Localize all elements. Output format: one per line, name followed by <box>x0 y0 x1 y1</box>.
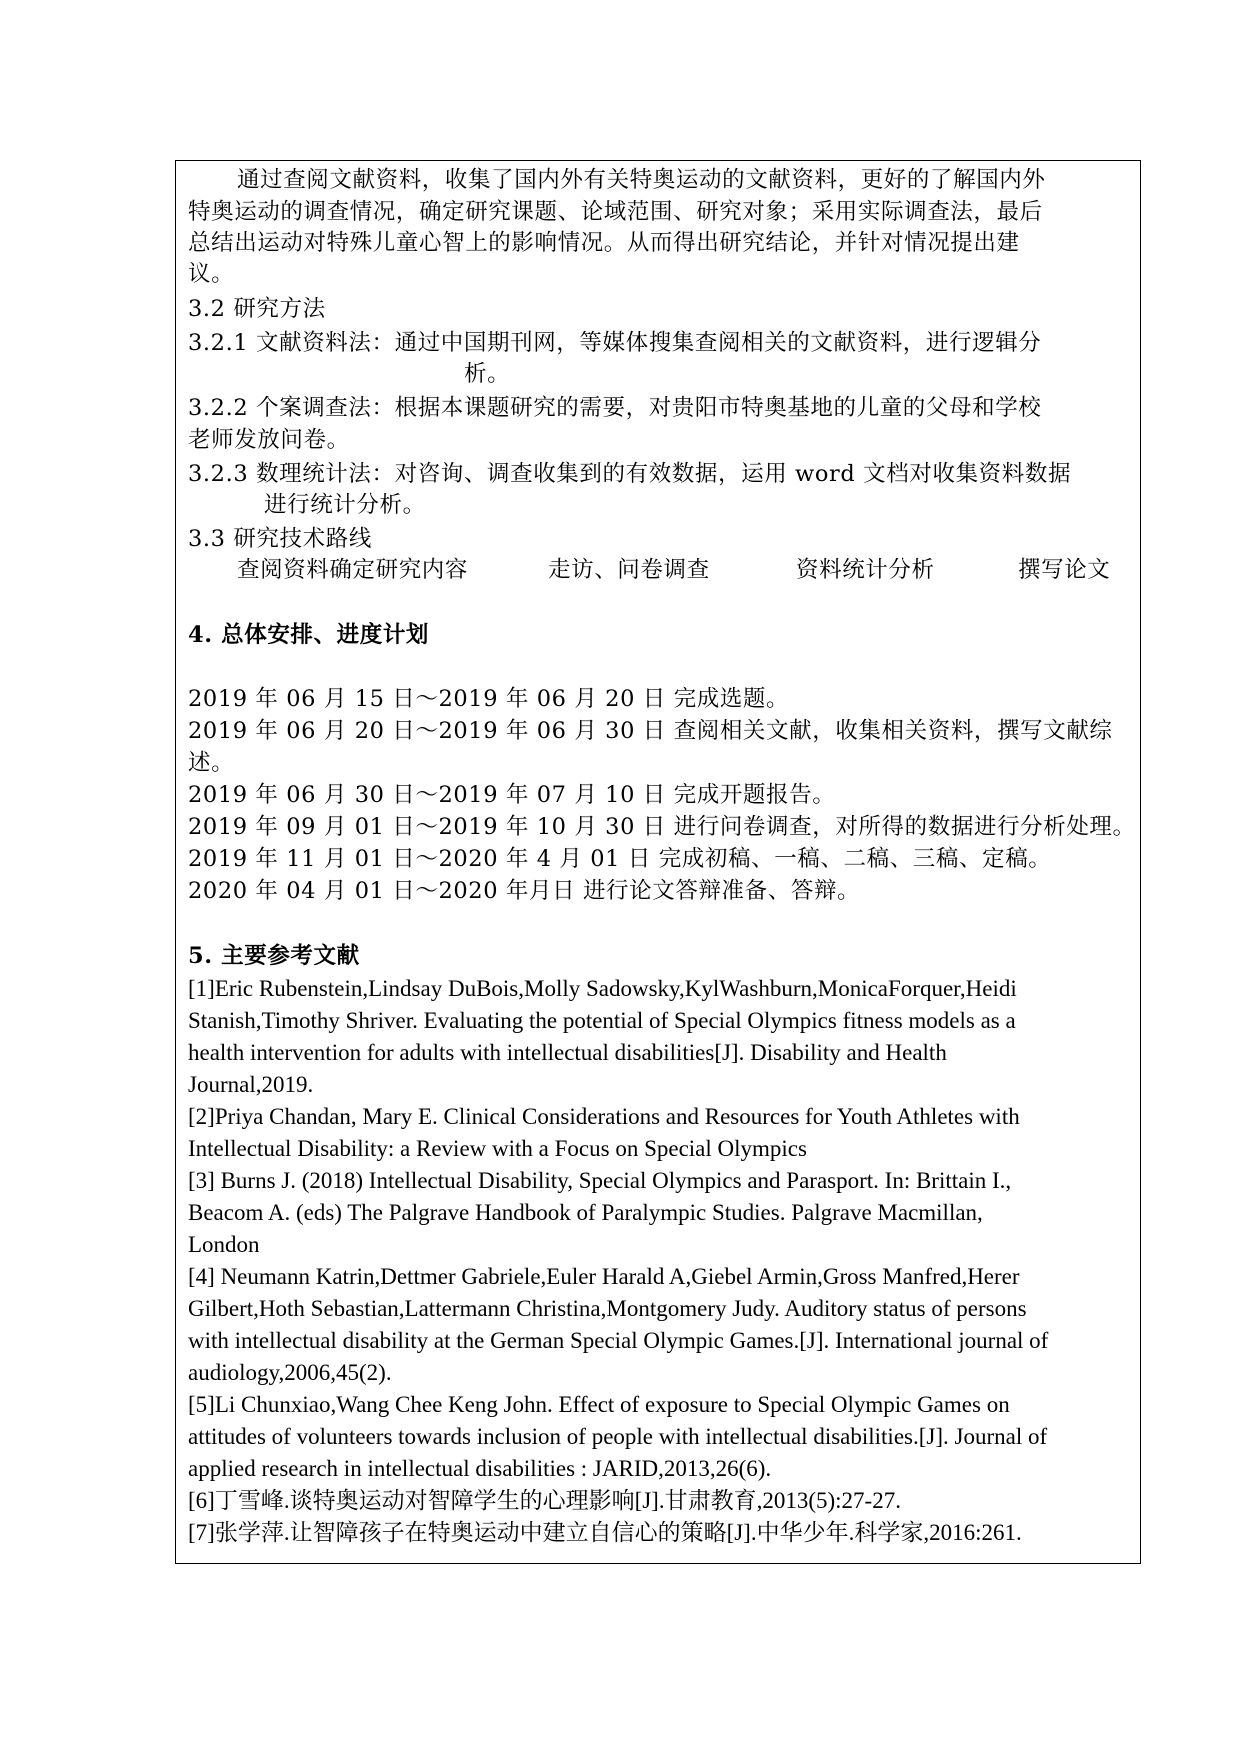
reference-line: [7]张学萍.让智障孩子在特奥运动中建立自信心的策略[J].中华少年.科学家,2016:261. <box>188 1520 1022 1545</box>
reference-line: [6]丁雪峰.谈特奥运动对智障学生的心理影响[J].甘肃教育,2013(5):27-27. <box>188 1488 901 1513</box>
intro-line-3: 总结出运动对特殊儿童心智上的影响情况。从而得出研究结论，并针对情况提出建 <box>188 230 1020 256</box>
route-step-3: 资料统计分析 <box>796 557 935 583</box>
methods-title: 3.2 研究方法 <box>188 296 326 322</box>
reference-line: [3] Burns J. (2018) Intellectual Disability, Special Olympics and Parasport. In: Brittain I., <box>188 1168 1012 1193</box>
section-5-title: 5. 主要参考文献 <box>188 943 360 969</box>
reference-line: audiology,2006,45(2). <box>188 1360 392 1385</box>
reference-line: applied research in intellectual disabilities : JARID,2013,26(6). <box>188 1456 772 1481</box>
reference-line: [4] Neumann Katrin,Dettmer Gabriele,Euler Harald A,Giebel Armin,Gross Manfred,Herer <box>188 1264 1020 1289</box>
reference-line: Gilbert,Hoth Sebastian,Lattermann Christina,Montgomery Judy. Auditory status of persons <box>188 1296 1027 1321</box>
reference-line: Journal,2019. <box>188 1072 314 1097</box>
reference-line: attitudes of volunteers towards inclusion of people with intellectual disabilities.[J]. Journal of <box>188 1424 1048 1449</box>
reference-line: health intervention for adults with intellectual disabilities[J]. Disability and Health <box>188 1040 947 1065</box>
method-2-line-2: 老师发放问卷。 <box>188 427 350 453</box>
schedule-line-3: 述。 <box>188 750 235 776</box>
reference-line: [5]Li Chunxiao,Wang Chee Keng John. Effect of exposure to Special Olympic Games on <box>188 1392 1010 1417</box>
route-step-4: 撰写论文 <box>1018 557 1111 583</box>
method-2-line-1: 3.2.2 个案调查法：根据本课题研究的需要，对贵阳市特奥基地的儿童的父母和学校 <box>188 395 1042 421</box>
schedule-line-7: 2020 年 04 月 01 日～2020 年月日 进行论文答辩准备、答辩。 <box>188 878 861 904</box>
method-3-line-2: 进行统计分析。 <box>264 492 426 518</box>
reference-line: Intellectual Disability: a Review with a Focus on Special Olympics <box>188 1136 807 1161</box>
reference-line: [2]Priya Chandan, Mary E. Clinical Considerations and Resources for Youth Athletes with <box>188 1104 1020 1129</box>
route-step-2: 走访、问卷调查 <box>548 557 710 583</box>
method-1-line-2: 析。 <box>464 361 511 387</box>
schedule-line-4: 2019 年 06 月 30 日～2019 年 07 月 10 日 完成开题报告。 <box>188 782 836 808</box>
intro-line-4: 议。 <box>188 261 235 287</box>
intro-line-1: 通过查阅文献资料，收集了国内外有关特奥运动的文献资料，更好的了解国内外 <box>237 167 1046 193</box>
reference-line: with intellectual disability at the German Special Olympic Games.[J]. International journal of <box>188 1328 1049 1353</box>
intro-line-2: 特奥运动的调查情况，确定研究课题、论域范围、研究对象；采用实际调查法，最后 <box>188 199 1043 225</box>
method-3-line-1: 3.2.3 数理统计法：对咨询、调查收集到的有效数据，运用 word 文档对收集资料数据 <box>188 461 1072 487</box>
reference-line: Stanish,Timothy Shriver. Evaluating the potential of Special Olympics fitness models as a <box>188 1008 1016 1033</box>
reference-line: [1]Eric Rubenstein,Lindsay DuBois,Molly Sadowsky,KylWashburn,MonicaForquer,Heidi <box>188 976 1017 1001</box>
reference-line: London <box>188 1232 260 1257</box>
reference-line: Beacom A. (eds) The Palgrave Handbook of Paralympic Studies. Palgrave Macmillan, <box>188 1200 983 1225</box>
schedule-line-1: 2019 年 06 月 15 日～2019 年 06 月 20 日 完成选题。 <box>188 686 790 712</box>
method-1-line-1: 3.2.1 文献资料法：通过中国期刊网，等媒体搜集查阅相关的文献资料，进行逻辑分 <box>188 330 1042 356</box>
schedule-line-5: 2019 年 09 月 01 日～2019 年 10 月 30 日 进行问卷调查，对所得的数据进行分析处理。 <box>188 814 1136 840</box>
schedule-line-2: 2019 年 06 月 20 日～2019 年 06 月 30 日 查阅相关文献，收集相关资料，撰写文献综 <box>188 718 1113 744</box>
route-step-1: 查阅资料确定研究内容 <box>237 557 469 583</box>
route-title: 3.3 研究技术路线 <box>188 526 372 552</box>
section-4-title: 4. 总体安排、进度计划 <box>188 622 430 648</box>
schedule-line-6: 2019 年 11 月 01 日～2020 年 4 月 01 日 完成初稿、一稿、二稿、三稿、定稿。 <box>188 846 1052 872</box>
